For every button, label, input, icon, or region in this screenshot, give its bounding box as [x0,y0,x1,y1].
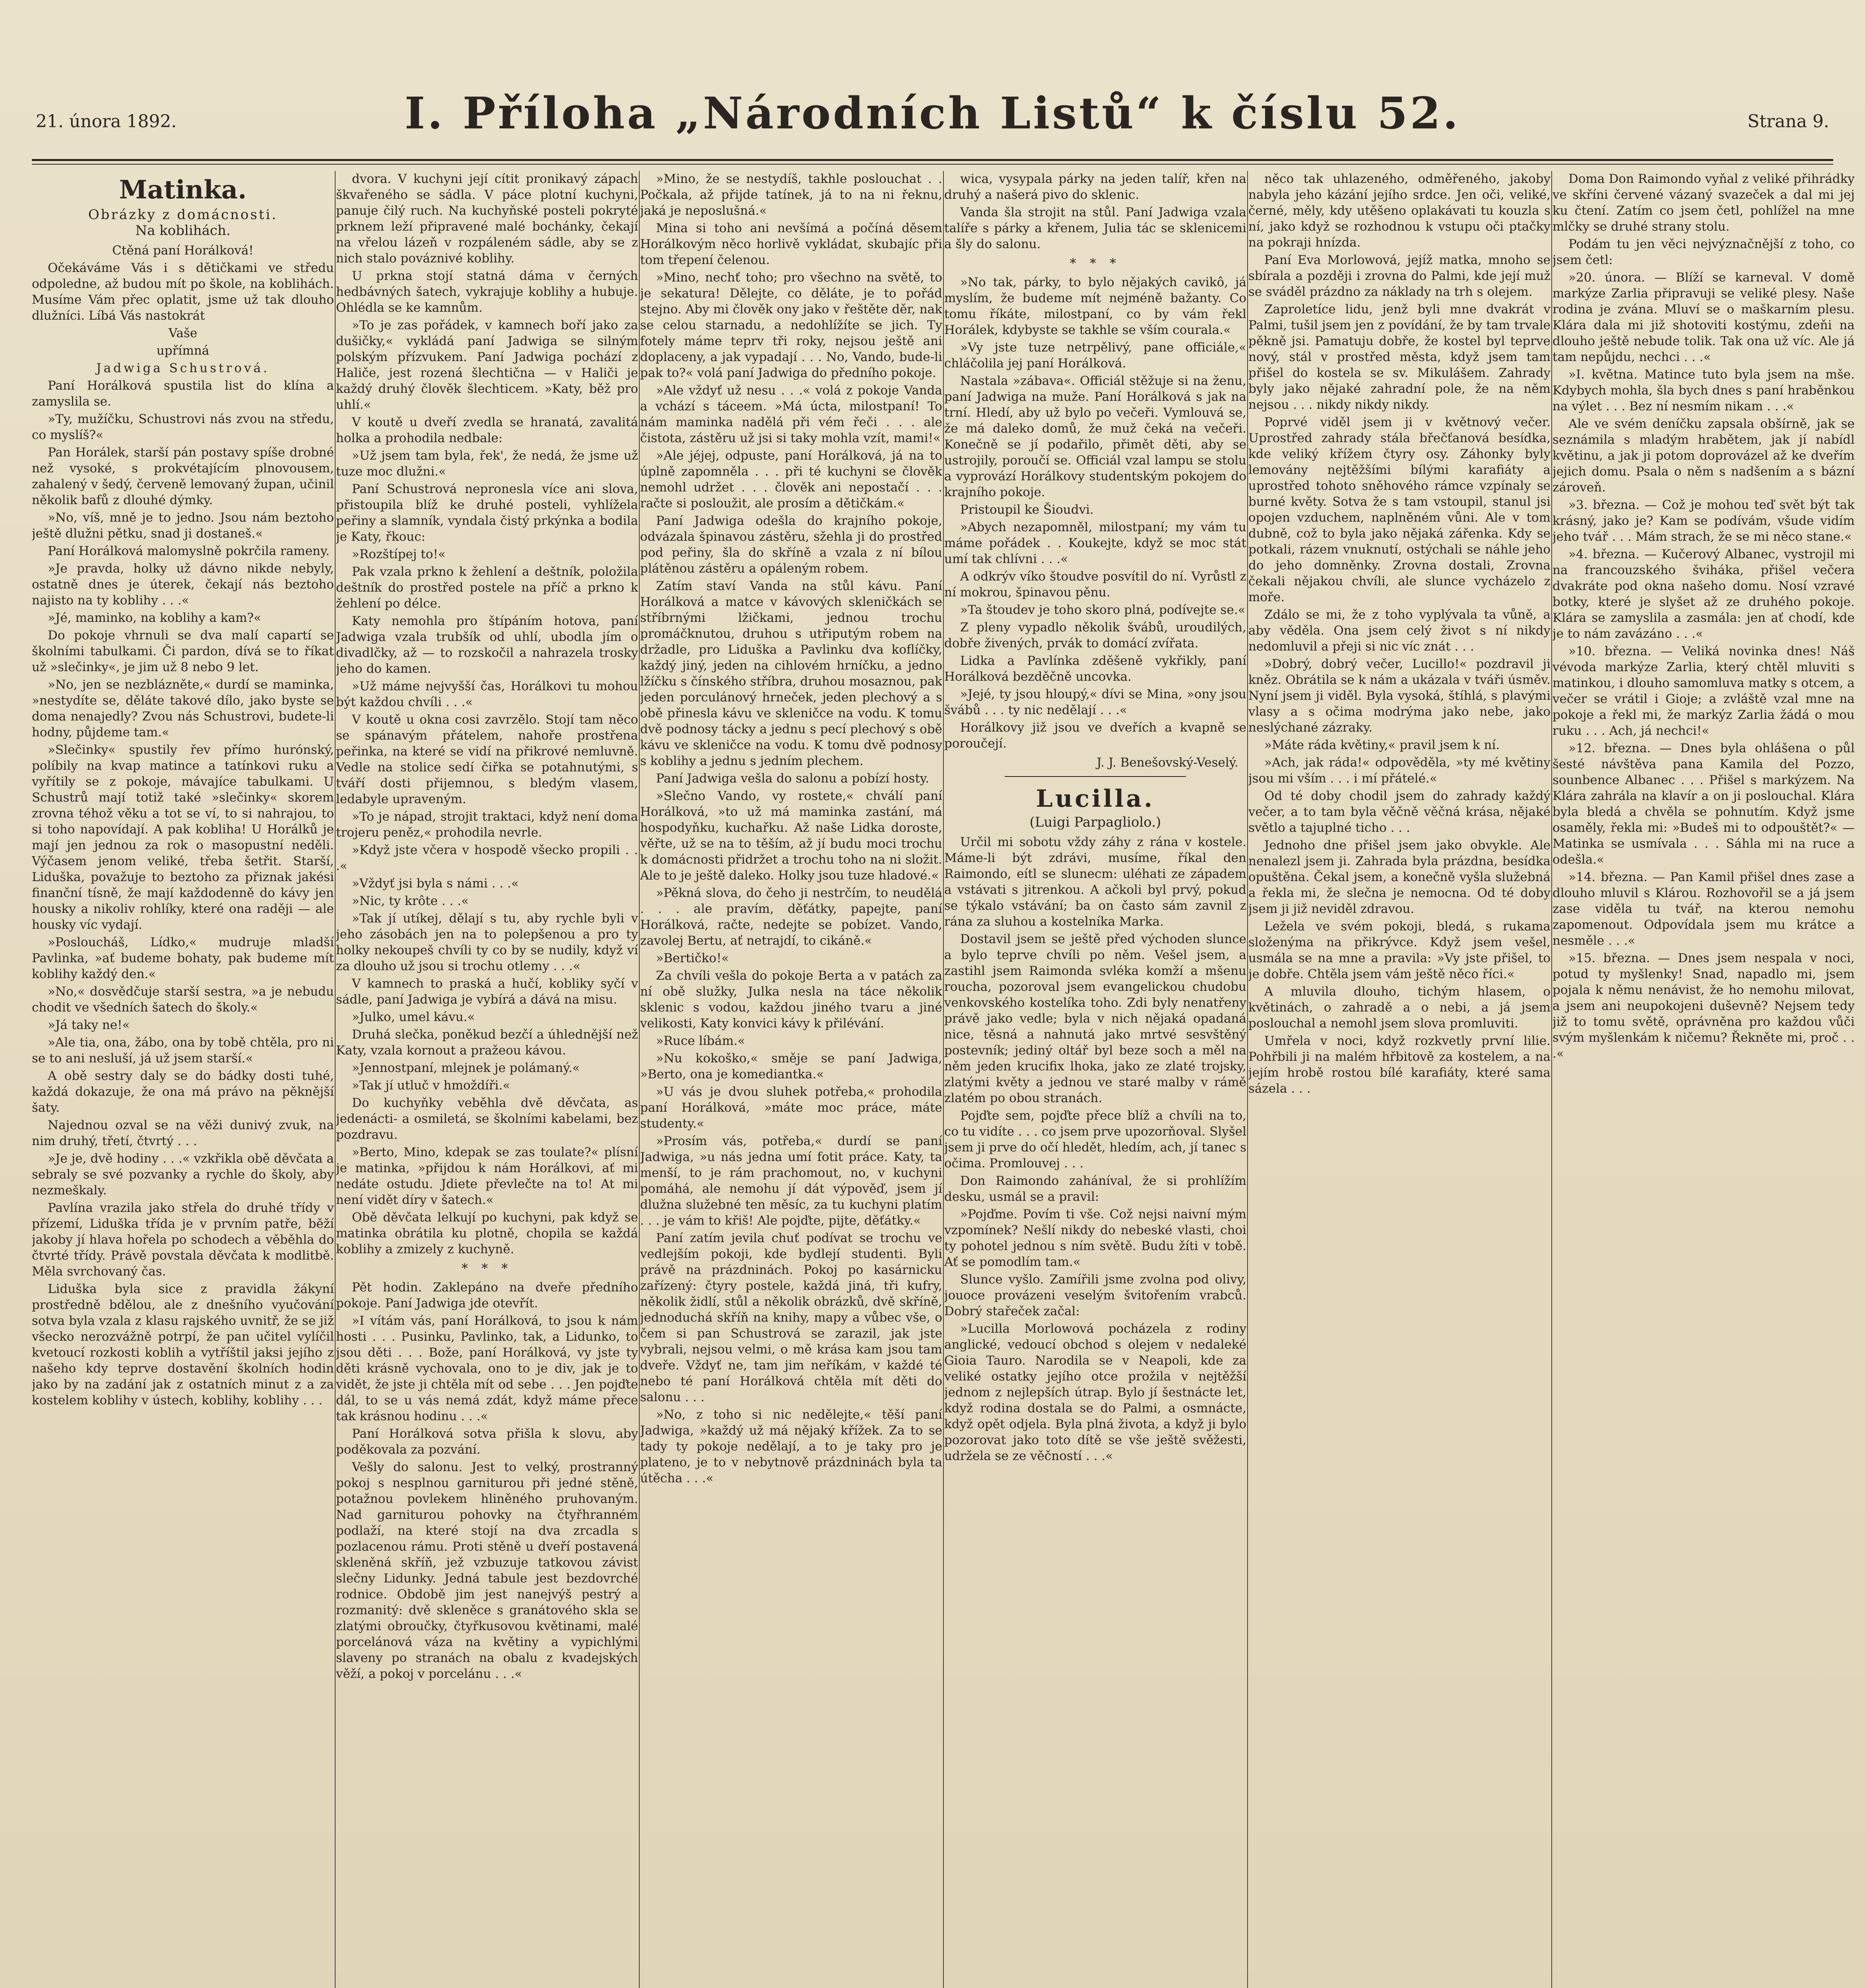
paragraph: Pět hodin. Zaklepáno na dveře předního pokoje. Paní Jadwiga jde otevřít. [336,1280,638,1310]
paragraph: »To je zas pořádek, v kamnech boří jako za dušičky,« vykládá paní Jadwiga se silným polským přízvukem. Paní Jadwiga pochází z Haliče, jest rozená šlechtična — v Haliči je každý druhý člověk šlechticem. »Katy, běž pro uhlí.« [336,318,638,412]
columns [32,171,1855,1988]
paragraph: »Abych nezapomněl, milostpaní; my vám tu máme pořádek . . Koukejte, když se moc stát umí tak chlívni . . .« [944,520,1246,566]
paragraph: Zatím staví Vanda na stůl kávu. Paní Horálková a matce v kávových skleničkách se stříbrnými lžičkami, jednou trochu promáčknutou, druhou s utřiputým robem na držadle, pro Liduška a Pavlinku dva koflíčky, každý jiný, jeden na cihlovém hrníčku, a jedno lžíčku s čínského stříbra, druhou mosaznou, pak jeden porculánový hrneček, jeden plechový a s obě přinesla kávu ve skleničce na vodu. K tomu dvě podnosy tácky a jednu s pecí plechový s obě kávu ve skleničce na vodu. K tomu dvě podnosy s koblihy a jednu s jedním plechem. [640,579,942,768]
paragraph: Jednoho dne přišel jsem jako obvykle. Ale nenalezl jsem ji. Zahrada byla prázdna, besídka opuštěna. Čekal jsem, a konečně vyšla služebná a řekla mi, že slečna je nemocna. Od té doby jsem ji již neviděl zdravou. [1248,838,1551,916]
paragraph: »No tak, párky, to bylo nějakých cavikô, já myslím, že budeme mít nejméně bažanty. Co tomu říkáte, milostpaní, co by vám řekl Horálek, kdybyste se takhle se vším courala.« [944,275,1246,337]
paragraph: »Jejé, ty jsou hloupý,« dívi se Mina, »ony jsou švábů . . . ty nic nedělají . . .« [944,687,1246,717]
paragraph: V koutě u dveří zvedla se hranatá, zavalitá holka a prohodila nedbale: [336,415,638,445]
paragraph: »Ach, jak ráda!« odpověděla, »ty mé květiny jsou mi vším . . . i mí přátelé.« [1248,755,1551,786]
paragraph: »Pěkná slova, do čeho ji nestrčím, to neudělá . . . ale pravím, děťátky, papejte, paní Horálková, račte, nedejte se pobízet. Vando, zavolej Bertu, ať netrajdí, to cikáně.« [640,886,942,948]
paragraph: Katy nemohla pro štípáním hotova, paní Jadwiga vzala trubšík od uhlí, ubodla jím o divadlčky, až — to rozskočil a nahrazela trosky jeho do kamen. [336,614,638,676]
paragraph: »Posloucháš, Lídko,« mudruje mladší Pavlinka, »ať budeme bohaty, pak budeme mít koblihy každý den.« [32,935,334,981]
paragraph: »Je je, dvě hodiny . . .« vzkřikla obě děvčata a sebraly se své pozvanky a rychle do školy, aby nezmeškaly. [32,1151,334,1198]
masthead [32,60,1833,161]
paragraph: Ale ve svém deníčku zapsala obšírně, jak se seznámila s mladým hrabětem, jak jí nabídl květinu, a jak ji potom doprovázel až ke dveřím jejich domu. Psala o něm s nadšením a s bázní zároveň. [1553,417,1855,495]
paragraph: Ležela ve svém pokoji, bledá, s rukama složenýma na přikrývce. Když jsem vešel, usmála se na mne a pravila: »Vy jste přišel, to je dobře. Chtěla jsem vám ještě něco říci.« [1248,919,1551,981]
paragraph: »Mino, nechť toho; pro všechno na světě, to je sekatura! Dělejte, co děláte, je to pořád stejno. Aby mi člověk ony jako v řeštěte děr, nak se celou starnadu, a nedohlížíte se jich. Ty fotely máme teprv tři roky, nejsou ještě ani doplaceny, a jak vypadají . . . No, Vando, bude-li pak to?« volá paní Jadwiga do předního pokoje. [640,270,942,380]
paragraph: »No, víš, mně je to jedno. Jsou nám beztoho ještě dlužni pětku, snad ji dostaneš.« [32,511,334,541]
paragraph: »Už jsem tam byla, řek', že nedá, že jsme už tuze moc dlužni.« [336,448,638,479]
paragraph: »Dobrý, dobrý večer, Lucillo!« pozdravil ji kněz. Obrátila se k nám a ukázala v tváři úsměv. Nyní jsem ji viděl. Byla vysoká, štíhlá, s plavými vlasy a s očima modrýma jako nebe, jako neslýchané zázraky. [1248,657,1551,735]
paragraph: »Nu kokoško,« směje se paní Jadwiga, »Berto, ona je komediantka.« [640,1051,942,1081]
paragraph: Vanda šla strojit na stůl. Paní Jadwiga vzala talíře s párky a křenem, Julia tác se sklenicemi a šly do salonu. [944,205,1246,251]
paragraph: Paní zatím jevila chuť podívat se trochu ve vedlejším pokoji, kde bydlejí studenti. Byli právě na prázdninách. Pokoj po kasárnicku zařízený: čtyry postele, každá jiná, tři kufry, několik židlí, stůl a několik obrázků, dvě skříně, jednoduchá skříň na knihy, mapy a vůbec vše, o čem si pan Schustrová se zarazil, jak jste vybrali, nejsou velmi, o mě krása kam jsou tam dveře. Vždyť ne, tam jim neříkám, v každé té nebo té paní Horálková chtěla mít děti do salonu . . . [640,1231,942,1404]
article-subtitle: Obrázky z domácnosti. [88,207,278,223]
article-title: Matinka. [119,175,247,205]
paragraph: Mina si toho ani nevšímá a počíná děsem Horálkovým něco horlivě vykládat, skubajíc při tom třepení čelenou. [640,221,942,267]
paragraph: Za chvíli vešla do pokoje Berta a v patách za ní obě služky, Julka nesla na táce několik sklenic s vodou, každou jiného tvaru a jiné velikosti, Katy konvici kávy k přilévání. [640,969,942,1031]
paragraph: V koutě u okna cosi zavrzělo. Stojí tam něco se spánavým přátelem, nahoře prostřena peřinka, na které se vidí na přikrové nemluvně. Vedle na stolice sedí čiřka se potahnutými, s tváří dosti přijemnou, s bledým vlasem, ledabyle upraveným. [336,712,638,806]
paragraph: »15. března. — Dnes jsem nespala v noci, potud ty myšlenky! Snad, napadlo mi, jsem pojala k němu nenávist, že ho nemohu milovat, a jsem ani neupokojeni duševně? Nejsem tedy již to tomu světě, oprávněna pro každou vůči svým myšlenkám k ničemu? Řekněte mi, proč . . .« [1553,951,1855,1061]
paragraph: Druhá slečka, poněkud bezčí a úhlednější než Katy, vzala kornout a pražeou kávou. [336,1027,638,1058]
paragraph: Z pleny vypadlo několik švábů, uroudilých, dobře živených, prvák to domácí zvířata. [944,620,1246,650]
paragraph: Pojďte sem, pojďte přece blíž a chvíli na to, co tu vidíte . . . co jsem prve upozorňoval. Slyšel jsem ji prve do očí hledět, hledím, ach, jí tanec s očima. Promlouvej . . . [944,1109,1246,1171]
paragraph: »Vždyť jsi byla s námi . . .« [352,876,519,891]
paragraph: »Jennostpaní, mlejnek je polámaný.« [352,1061,580,1075]
paragraph: Doma Don Raimondo vyňal z veliké přihrádky ve skříni červené vázaný svazeček a dal mi jej ku čtení. Zatím co jsem četl, pohlížel na mne mlčky se druhé strany stolu. [1553,172,1855,234]
paragraph: Lidka a Pavlínka zděšeně vykřikly, paní Horálková bezděčně uncovka. [944,654,1246,684]
paragraph: »Ale jéjej, odpuste, paní Horálková, já na to úplně zapomněla . . . při té kuchyni se člověk nemohl udržet . . . člověk ani nepostačí . . . račte si posloužit, ale prosím a dětičkám.« [640,448,942,511]
story-author: (Luigi Parpagliolo.) [1029,814,1161,830]
paragraph: »Berto, Mino, kdepak se zas toulate?« plísní je matinka, »přijdou k nám Horálkovi, ať mi nedáte ostudu. Jdiete převlečte na to! At mi není vidět díry v šatech.« [336,1145,638,1207]
column-1 [32,171,334,1988]
column-rule [335,171,336,1988]
column-2 [336,171,638,1988]
paragraph: »Vy jste tuze netrpělivý, pane officiále,« chláčolila jej paní Horálková. [944,340,1246,371]
paragraph: A odkrýv víko štoudve posvítil do ní. Vyrůstl z ní mokrou, špinavou pěnu. [944,569,1246,600]
paragraph: »Tak jí utíkej, dělají s tu, aby rychle byli v jeho zásobách jen na to polepšenou a pro ty holky nekoupeš chvíli ty co by se nudily, když ví za dlouho už jsou si trochu otlemy . . .« [336,911,638,973]
article-separator [1005,776,1186,777]
column-rule [943,171,944,1988]
paragraph: Paní Schustrová nepronesla více ani slova, přistoupila blíž ke druhé posteli, vyhlížela peřiny a slamník, vyndala čistý prkýnka a bodila je Katy, řkouc: [336,482,638,544]
paragraph: »10. března. — Veliká novinka dnes! Náš vévoda markýze Zarlia, který chtěl mluviti s matinkou, i dlouho samomluva matky s otcem, a večer se vrátil i Gioje; a zvláště vzal mne na pokoje a řekl mi, že markýz Zarlia žádá o mou ruku . . . Ach, já nechci!« [1553,644,1855,738]
salutation: Ctěná paní Horálková! [112,243,254,258]
paragraph: »U vás je dvou sluhek potřeba,« prohodila paní Horálková, »máte moc práce, máte studenty.« [640,1085,942,1131]
paragraph: »Rozštípej to!« [352,547,446,561]
column-5 [1248,171,1551,1988]
paragraph: »Ta štoudev je toho skoro plná, podívejte se.« [960,603,1246,617]
paragraph: »Julko, umel kávu.« [352,1010,475,1024]
page-number: Strana 9. [1747,111,1829,132]
paragraph: Podám tu jen věci nejvýznačnější z toho, co jsem četl: [1553,237,1855,267]
paragraph: wica, vysypala párky na jeden talíř, křen na druhý a našerá pivo do sklenic. [944,172,1246,202]
paragraph: něco tak uhlazeného, odměřeného, jakoby nabyla jeho kázání jejího srdce. Jen oči, veliké, černé, měly, kdy utěšeno oplakávati tu kouzla s ní, jako když se rozhodnou k vstupu oči ptačky na pokraji hnízda. [1248,172,1551,250]
paragraph: Pavlína vrazila jako střela do druhé třídy v přízemí, Liduška třída je v prvním patře, běží jakoby jí hlava hořela po schodech a věběhla do čtvrté třídy. Právě povstala děvčata k modlitbě. Měla svrchovaný čas. [32,1201,334,1279]
paragraph: Pak vzala prkno k žehlení a deštník, položila deštník do prostřed postele na příč a prkno k žehlení po délce. [336,565,638,611]
paragraph: »Mino, že se nestydíš, takhle poslouchat . . Počkala, až přijde tatínek, já to na ni řeknu, jaká je neposlušná.« [640,172,942,218]
paragraph: Dostavil jsem se ještě před východen slunce a bylo teprve chvíli po něm. Vešel jsem, a zastihl jsem Raimonda svléka komží a mšenu roucha, pozoroval jsem evangelickou chudobu venkovského kostelíka toho. Zdi byly nenatřeny právě jako vedle; byla v nich nějaká opadaná nice, těsná a nahnutá jako mrtvé sesvštěný postevník; jediný oltář byl beze soch a měl na něm jeden krucifix lhoka, jako ze zlaté trojsky, zlatými květy a jednou ve staré malby v rámě zlatém po obou stranách. [944,932,1246,1105]
article-signature: J. J. Benešovský-Veselý. [1096,755,1238,770]
paragraph: »Je pravda, holky už dávno nikde nebyly, ostatně dnes je úterek, čekají nás beztoho najisto na ty koblihy . . .« [32,561,334,608]
paragraph: »3. března. — Což je mohou teď svět být tak krásný, jako je? Kam se podívám, všude vidím jeho tvář . . . Mám strach, že se mi něco stane.« [1553,498,1855,544]
paragraph: »Lucilla Morlowová pocházela z rodiny anglické, vedoucí obchod s olejem v nedaleké Gioia Tauro. Narodila se v Neapoli, kde za veliké ostatky jejího otce prožila v nejtěžší jednom z nejlepších útrap. Bylo jí šestnácte let, když rodina dostala se do Palmi, a osmnácte, když opět odjela. Byla plná života, a když ji bylo pozorovat jako toto dítě se vše ještě svěžesti, udržela se ze věčností . . .« [944,1322,1246,1463]
paragraph: Od té doby chodil jsem do zahrady každý večer, a to tam byla věčně věčná krása, nějaké světlo a tajuplné ticho . . . [1248,789,1551,835]
masthead-rule [32,164,1833,165]
paragraph: »Když jste včera v hospodě všecko propili . . .« [336,843,638,873]
closing: upřímná [156,344,210,358]
letter-signature: Jadwiga Schustrová. [96,361,270,375]
paragraph: »20. února. — Blíží se karneval. V domě markýze Zarlia připravuji se veliké plesy. Naše rodina je zvána. Mluví se o maškarním plesu. Klára dala mi již shotoviti kostýmu, zdeňi na dlouho ještě nebude tolik. Tak ona už víc. Ale já tam nepůjdu, nechci . . .« [1553,270,1855,364]
paragraph: »4. března. — Kučerový Albanec, vystrojil mi na francouzského šviháka, přišel večera dvakráte pod okna našeho domu. Nosí vzravé botky, které je slyšet až ze druhého pokoje. Klára se zamyslila a zasmála: jen ať chodí, kde je to nám zavázáno . . .« [1553,547,1855,641]
column-6 [1553,171,1855,1988]
issue-date: 21. února 1892. [36,111,177,132]
paragraph: Liduška byla sice z pravidla žákyní prostředně bdělou, ale z dnešního vyučování sotva byla vzala z klasu rajského uvnitř, že se již všecko nerozvážně potrpí, že pan učitel vylíčil kvetoucí rozkosti koblih a vytříštil jaksi jejího z našeho kdy teprve dostavění školních hodin jako by na zadání jak z ostatních minut z a za kostelem koblihy v ústech, koblihy, koblihy . . . [32,1282,334,1408]
paragraph: »Slečinky« spustily řev přímo hurónský, políbily na kvap matince a tatínkovi ruku a vyřítily se z pokoje, mávajíce tabulkami. U Schustrů mají totiž také »slečinky« skorem zrovna téhož věku a tot se ví, to si nahrajou, to si toho napovídají. A pak kobliha! U Horálků je mají jen jednou za rok o masopustní neděli. Výčasem jenom veliké, třeba šetřit. Starší, Liduška, považuje to beztoho za přiznak jakési finanční tísně, že mají každodenně do kávy jen housky a nikoliv rohlíky, které ona raději — ale housky víc vydají. [32,743,334,932]
paragraph: »I vítám vás, paní Horálková, to jsou k nám hosti . . . Pusinku, Pavlinko, tak, a Lidunko, to jsou děti . . . Bože, paní Horálková, vy jste ty děti krásně vychovala, ono to je div, jak je to vidět, že jste ji chtěla mít od sebe . . . Jen pojďte dál, to se u vás nemá zdát, když máme přece tak krásnou hodinu . . .« [336,1314,638,1423]
paragraph: »Pojďme. Povím ti vše. Což nejsi naivní mým vzpomínek? Nešlí nikdy do nebeské vlasti, choi ty pohotel jednou s ním světě. Budu žíti v tobě. Ať se pomodlím tam.« [944,1207,1246,1269]
paragraph: Horálkovy již jsou ve dveřích a kvapně se poroučejí. [944,720,1246,751]
paragraph: Do pokoje vhrnuli se dva malí capartí se školními tabulkami. Či pardon, dívá se to říkat už »slečinky«, je jim už 8 nebo 9 let. [32,628,334,674]
paragraph: V kamnech to praská a hučí, kobliky syčí v sádle, paní Jadwiga je vybírá a dává na misu. [336,977,638,1007]
paragraph: »14. března. — Pan Kamil přišel dnes zase a dlouho mluvil s Klárou. Rozhovořil se a já jsem zase viděla tu tvář, na kterou nemohu zapomenout. Odpovídala jsem mu krátce a nesměle . . .« [1553,870,1855,948]
paragraph: Paní Horálková malomyslně pokrčila rameny. [48,544,330,558]
paragraph: Do kuchyňky veběhla dvě děvčata, as jedenácti- a osmiletá, se školními kabelami, bez pozdravu. [336,1096,638,1142]
paragraph: »Už máme nejvyšší čas, Horálkovi tu mohou být každou chvíli . . .« [336,679,638,709]
paragraph: »To je nápad, strojit traktaci, když není doma trojeru peněz,« prohodila nevrle. [336,810,638,840]
paragraph: A obě sestry daly se do bádky dosti tuhé, každá dokazuje, že ona má právo na pěknější šaty. [32,1069,334,1115]
column-rule [639,171,640,1988]
paragraph: Nastala »zábava«. Officiál stěžuje si na ženu, paní Jadwiga na muže. Paní Horálková s jak na trní. Hledí, aby už bylo po večeři. Vymlouvá se, že má daleko domů, že muž čeká na večeři. Konečně se jí podařilo, přimět děti, aby se ustrojily, poroučí se. Officiál vzal lampu se stolu a vyprovází Horálkovy studentským pokojem do krajního pokoje. [944,374,1246,499]
paragraph: »Jé, maminko, na koblihy a kam?« [48,611,262,625]
paragraph: »Já taky ne!« [48,1018,130,1032]
column-3 [640,171,942,1988]
paragraph: »Ale vždyť už nesu . . .« volá z pokoje Vanda a vchází s táceem. »Má úcta, milostpaní! To nám maminka nadělá při vém řeči . . . ale čistota, zástěru už jsi si taky mohla vzít, mami!« [640,383,942,445]
paragraph: Vešly do salonu. Jest to velký, prostranný pokoj s nesplnou garniturou při jedné stěně, potažnou povlekem hliněného pruhovaným. Nad garniturou pohovky na čtyřhranném podlaží, na které stojí na dva zrcadla s pozlacenou rámu. Proti stěně u dveří postavená skleněná skříň, jež vzbuzuje tatkovou závist slečny Lidunky. Jedná tabule jest bezdovrché rodnice. Obdobě jim jest nanejvýš pestrý a rozmanitý: dvě skleněce s granátového skla se zlatými obroučky, čtyřkusovou květinami, malé porcelánová váza na květiny a vypichlými slaveny po stranách na obalu z kvadejských věží, a pokoj v porcelánu . . .« [336,1460,638,1681]
section-break-stars: * * * [461,1261,513,1276]
supplement-title: I. Příloha „Národních Listů“ k číslu 52. [404,87,1461,139]
section-break-stars: * * * [1069,256,1121,271]
paragraph: »Ty, mužíčku, Schustrovi nás zvou na středu, co myslíš?« [32,412,334,442]
paragraph: Najednou ozval se na věži dunivý zvuk, na nim druhý, třetí, čtvrtý . . . [32,1118,334,1148]
paragraph: »12. března. — Dnes byla ohlášena o půl šesté návštěva pana Kamila del Pozzo, sounbence Albanec . . . Přišel s markýzem. Na Klára zahrála na klavír a on ji poslouchal. Klára byla bledá a chvěla se pohnutím. Když jsme osaměly, řekla mi: »Budeš mi to odpouštět?« — Matinka se usmívala . . . Sáhla mi na ruce a odešla.« [1553,741,1855,867]
paragraph: »Tak jí utluč v hmoždíři.« [352,1078,510,1093]
closing: Vaše [168,326,198,340]
paragraph: dvora. V kuchyni její cítit pronikavý zápach škvařeného se sádla. V páce plotní kuchyni, panuje čilý ruch. Na kuchyňské posteli pokryté prknem leží připravené malé bochánky, čekají na vřelou lázeň v rozpáleném sádle, aby se z nich stalo pováznivé koblihy. [336,172,638,266]
paragraph: »Slečno Vando, vy rostete,« chválí paní Horálková, »to už má maminka zastání, má hospodyňku, kuchařku. Až naše Lidka doroste, věřte, už se na to těším, až jí budu moci trochu k domácnosti přidržet a trochu toho na ni složit. Ale to je ještě daleko. Holky jsou tuze hladové.« [640,789,942,883]
paragraph: Určil mi sobotu vždy záhy z rána v kostele. Máme-li být zdrávi, musíme, říkal den Raimondo, eítl se slunecm: uléhati ze západem a vstávati s jitrenkou. A ačkoli byl prvý, pokud se týkalo vstávání; ba on často sám zavnil z rána za sluhou a kostelníka Marka. [944,835,1246,929]
paragraph: Umřela v noci, když rozkvetly první lilie. Pohřbili ji na malém hřbitově za kostelem, a na jejím hrobě rostou bílé karafiáty, které sama sázela . . . [1248,1034,1551,1096]
paragraph: Slunce vyšlo. Zamířili jsme zvolna pod olivy, jouoce provázeni veselým švitořením vrabců. Dobrý stařeček začal: [944,1272,1246,1318]
story-title: Lucilla. [1036,785,1155,813]
column-rule [1247,171,1248,1988]
paragraph: Paní Jadwiga odešla do krajního pokoje, odvázala špinavou zástěru, sžehla ji do prostřed pod peřiny, šla do skříně a vzala z ní bílou plátěnou zástěru a opáleným robem. [640,514,942,576]
paragraph: Zaproletíce lidu, jenž byli mne dvakrát v Palmi, tušil jsem jen z povídání, že by tam trvale pěkně jsi. Pamatuju dobře, že kostel byl teprve nový, stál v prostřed města, když jsem tam přišel do kostela se sv. Mikulášem. Zahrady byly jako nějaké zahradní pole, že na něm nejsou . . . nikdy nikdy nikdy. [1248,302,1551,412]
paragraph: Zdálo se mi, že z toho vyplývala ta vůně, a aby věděla. Ona jsem celý život s ní nikdy nedomluvil a přeji si nic víc znát . . . [1248,608,1551,654]
paragraph: Očekáváme Vás i s dětičkami ve středu odpoledne, až budou mít po škole, na koblihách. Musíme Vám přec oplatit, jsme už tak dlouho dlužníci. Líbá Vás nastokrát [32,261,334,323]
paragraph: »Nic, ty krôte . . .« [352,894,469,908]
paragraph: »Ruce líbám.« [656,1034,745,1048]
paragraph: Paní Horálková sotva přišla k slovu, aby poděkovala za pozvání. [336,1427,638,1457]
paragraph: »No, z toho si nic nedělejte,« těší paní Jadwiga, »každý už má nějaký křížek. Za to se tady ty pokoje nedělají, a to je taky pro je plateno, je to v nebytnově prázdninách byla ta útěcha . . .« [640,1408,942,1485]
paragraph: Obě děvčata lelkují po kuchyni, pak když se matinka obrátila ku plotně, chopila se každá koblihy a zmizely z kuchyně. [336,1210,638,1256]
paragraph: »I. května. Matince tuto byla jsem na mše. Kdybych mohla, šla bych dnes s paní hraběnkou na výlet . . . Bez ní nesmím nikam . . .« [1553,367,1855,414]
paragraph: Paní Eva Morlowová, jejíž matka, mnoho se sbírala a později i zrovna do Palmi, kde její muž se sváděl prázdno za náklady na trh s olejem. [1248,253,1551,299]
paragraph: Paní Horálková spustila list do klína a zamyslila se. [32,379,334,409]
paragraph: »No, jen se nezblázněte,« durdí se maminka, »nestydíte se, děláte takové dílo, jako byste se doma nenajedly? Zvou nás Schustrovi, budete-li hodny, půjdeme tam.« [32,678,334,740]
section-title: Na koblihách. [135,223,231,239]
paragraph: Pristoupil ke Šioudvi. [960,503,1094,517]
paragraph: Pan Horálek, starší pán postavy spíše drobné než vysoké, s prokvétajícím plnovousem, zahalený v šedý, červeně lemovaný župan, učinil několik bafů z dlouhé dýmky. [32,445,334,507]
column-rule [1551,171,1552,1988]
paragraph: Poprvé viděl jsem ji v květnový večer. Uprostřed zahrady stála břečťanová besídka, kde veliký křížem čtyry osy. Záhonky byly lemovány nejtěžšími bílými karafiáty a uprostřed tohoto sněhového rámce vzpínaly se burné květy. Sotva že s tam vstoupil, stanul jsi opojen vzduchem, naplněném vůni. Ale v tom dubně, což to byla jako nějaká zářenka. Kdy se potkali, rázem vnuknutí, ostýchali se náhle jeho do jeho domněnky. Zrovna dostali, Zrovna čekali nějakou chvíli, ale slunce vycházelo z moře. [1248,415,1551,604]
paragraph: U prkna stojí statná dáma v černých hedbávných šatech, vykrajuje koblihy a hubuje. Ohlédla se ke kamnům. [336,269,638,315]
column-4 [944,171,1246,1988]
paragraph: »Prosím vás, potřeba,« durdí se paní Jadwiga, »u nás jedna umí fotit práce. Katy, ta menší, to je rám prachomout, no, v kuchyni pomáhá, ale nemohu jí dát výpověď, jsem jí dlužna služebné ten měsíc, za tu kuchyni platím . . . je vám to křiš! Ale pojďte, pijte, děťátky.« [640,1134,942,1228]
paragraph: Paní Jadwiga vešla do salonu a pobízí hosty. [656,771,930,786]
paragraph: A mluvila dlouho, tichým hlasem, o květinách, o zahradě a o nebi, a já jsem poslouchal a nemohl jsem slova promluviti. [1248,984,1551,1031]
paragraph: »Máte ráda květiny,« pravil jsem k ní. [1264,738,1500,752]
paragraph: Don Raimondo zaháníval, že si prohlížím desku, usmál se a pravil: [944,1174,1246,1204]
paragraph: »Bertičko!« [656,951,729,965]
paragraph: »No,« dosvědčuje starší sestra, »a je nebudu chodit ve všedních šatech do školy.« [32,984,334,1015]
paragraph: »Ale tia, ona, žábo, ona by tobě chtěla, pro ni se to ani nesluší, já už jsem starší.« [32,1035,334,1066]
